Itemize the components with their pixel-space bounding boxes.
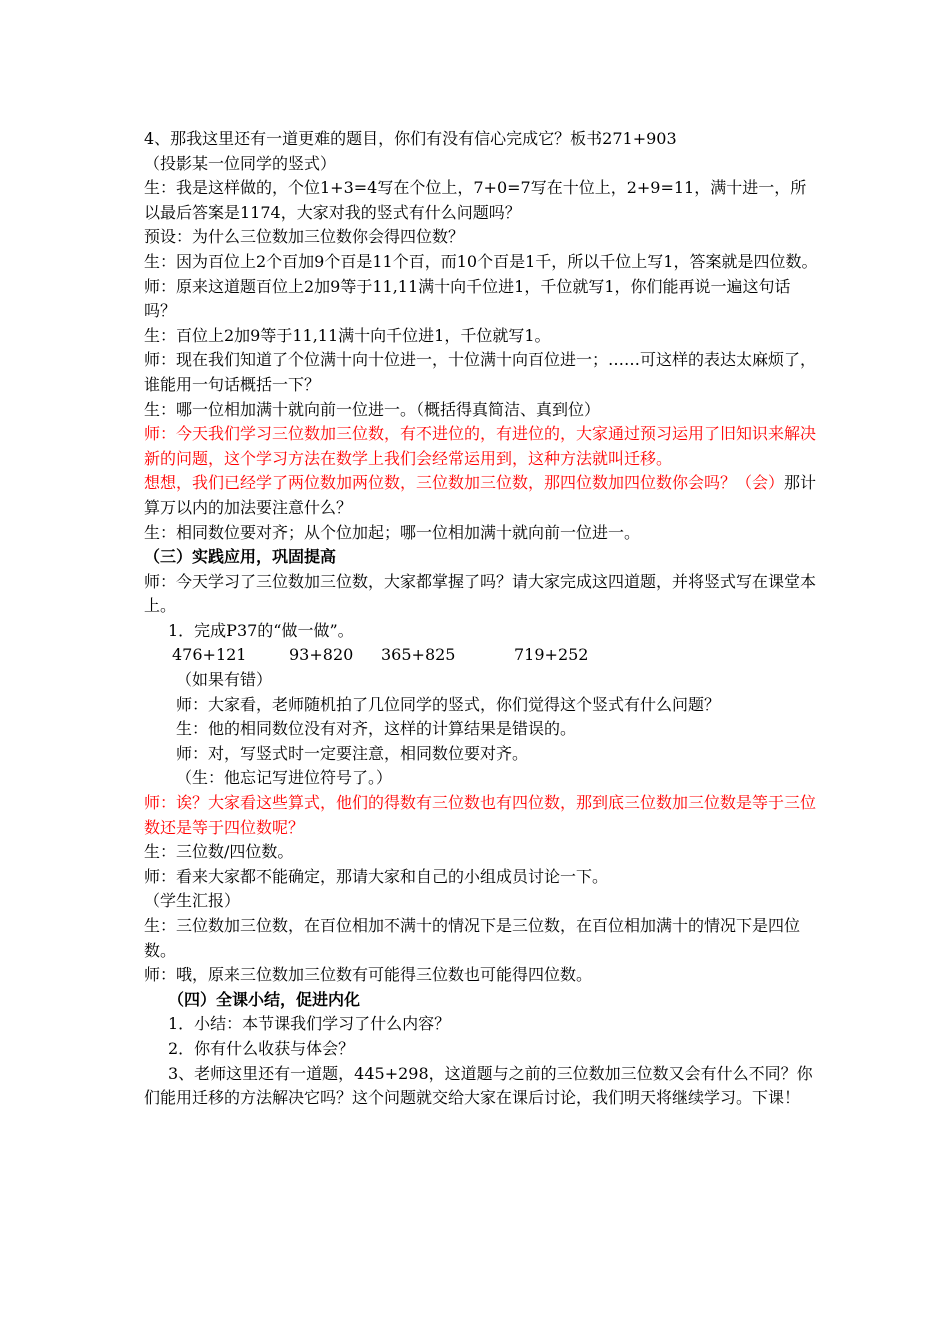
paragraph-exercise-1: 1．完成P37的“做一做”。 — [168, 620, 354, 640]
paragraph-student-carry: （生：他忘记写进位符号了。） — [176, 768, 393, 788]
paragraph-teacher-look — [144, 693, 820, 718]
paragraph-student-answer: 生：三位数/四位数。 — [144, 842, 294, 862]
paragraph-teacher-summarize: 师：现在我们知道了个位满十向十位进一，十位满十向百位进一；……可这样的表达太麻烦了，谁能用一句话概括一下？ — [144, 350, 817, 394]
paragraph-student-rule: 生：哪一位相加满十就向前一位进一。（概括得真简洁、真到位） — [144, 399, 601, 419]
paragraph-think — [144, 471, 820, 520]
paragraph-question-4: 4、那我这里还有一道更难的题目，你们有没有信心完成它？板书271+903 — [144, 129, 677, 148]
exercise-problems — [144, 643, 820, 668]
paragraph-student-conclusion: 生：三位数加三位数，在百位相加不满十的情况下是三位数，在百位相加满十的情况下是四位数。 — [144, 916, 801, 960]
paragraph-student-explanation: 生：我是这样做的，个位1+3=4写在个位上，7+0=7写在十位上，2+9=11，满十进一，所以最后答案是1174，大家对我的竖式有什么问题吗？ — [144, 178, 807, 222]
paragraph-summary-3 — [144, 1062, 820, 1111]
paragraph-teacher-confirm: 师：哦，原来三位数加三位数有可能得三位数也可能得四位数。 — [144, 965, 593, 985]
problem-4: 719+252 — [514, 645, 589, 665]
paragraph-teacher-discuss: 师：看来大家都不能确定，那请大家和自己的小组成员讨论一下。 — [144, 866, 609, 886]
paragraph-summary-2: 2．你有什么收获与体会？ — [168, 1038, 355, 1058]
paragraph-teacher-align: 师：对，写竖式时一定要注意，相同数位要对齐。 — [176, 743, 529, 763]
think-followup: 那计算万以内的加法要注意什么？ — [144, 473, 817, 517]
paragraph-student-misaligned: 生：他的相同数位没有对齐，这样的计算结果是错误的。 — [176, 719, 577, 739]
think-question: 想想，我们已经学了两位数加两位数，三位数加三位数，那四位数加四位数你会吗？（会） — [144, 473, 785, 493]
paragraph-teacher-question: 师：诶？大家看这些算式，他们的得数有三位数也有四位数，那到底三位数加三位数是等于三位数还是等于四位数呢？ — [144, 793, 817, 837]
teacher-look-text: 师：大家看，老师随机拍了几位同学的竖式，你们觉得这个竖式有什么问题？ — [176, 694, 721, 714]
lesson-text — [144, 127, 820, 1111]
problem-3: 365+825 — [381, 645, 456, 665]
paragraph-student-notes: 生：相同数位要对齐；从个位加起；哪一位相加满十就向前一位进一。 — [144, 522, 641, 542]
section-heading-summary: （四）全课小结，促进内化 — [168, 989, 361, 1009]
paragraph-summary-1: 1．小结：本节课我们学习了什么内容？ — [168, 1014, 451, 1034]
problem-1: 476+121 — [172, 645, 247, 665]
paragraph-teacher-transfer: 师：今天我们学习三位数加三位数，有不进位的，有进位的，大家通过预习运用了旧知识来解决新的问题，这个学习方法在数学上我们会经常运用到，这种方法就叫迁移。 — [144, 424, 817, 468]
paragraph-student-report: （学生汇报） — [144, 891, 241, 911]
paragraph-projection-note: （投影某一位同学的竖式） — [144, 153, 337, 173]
paragraph-student-reason: 生：因为百位上2个百加9个百是11个百，而10个百是1千，所以千位上写1，答案就是四位数。 — [144, 251, 818, 271]
paragraph-teacher-assign: 师：今天学习了三位数加三位数，大家都掌握了吗？请大家完成这四道题，并将竖式写在课堂本上。 — [144, 571, 817, 616]
paragraph-if-wrong: （如果有错） — [176, 670, 273, 690]
paragraph-student-repeat: 生：百位上2加9等于11,11满十向千位进1，千位就写1。 — [144, 325, 551, 345]
section-heading-practice: （三）实践应用，巩固提高 — [144, 547, 337, 567]
summary-3-text: 3、老师这里还有一道题，445+298，这道题与之前的三位数加三位数又会有什么不同？你们能用迁移的方法解决它吗？这个问题就交给大家在课后讨论，我们明天将继续学习。下课！ — [144, 1063, 813, 1108]
paragraph-preset-question: 预设：为什么三位数加三位数你会得四位数？ — [144, 227, 465, 247]
paragraph-teacher-restate: 师：原来这道题百位上2加9等于11,11满十向千位进1，千位就写1，你们能再说一遍这句话吗？ — [144, 276, 791, 321]
problem-2: 93+820 — [289, 645, 354, 665]
